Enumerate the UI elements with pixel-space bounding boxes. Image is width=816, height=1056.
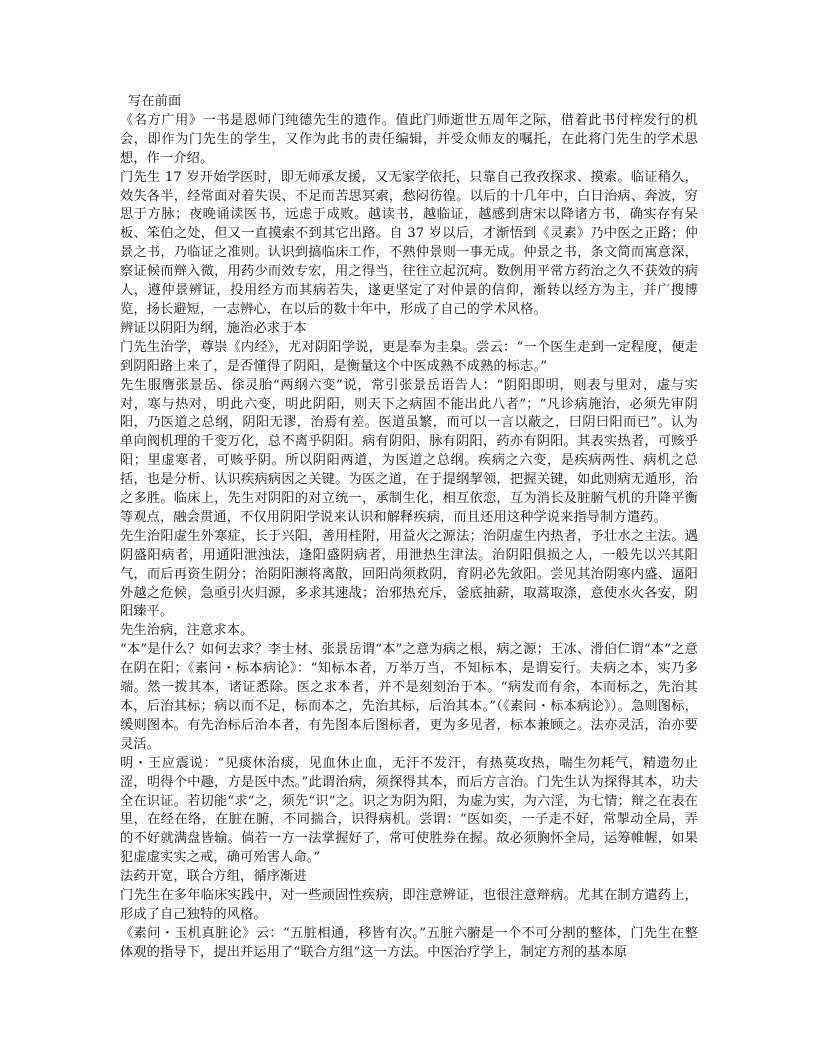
paragraph-biography: 门先生 17 岁开始学医时，即无师承友援，又无家学依托，只靠自己孜孜探求、摸索。临证稍久，效失各半，经常面对着失误、不足而苦思冥索，愁闷彷徨。以后的十几年中，白日治病、奔波，穷思于方脉；夜晚诵读医书，远虑于成败。越读书，越临证，越感到唐宋以降诸方书，确实存有呆板、笨伯之处，但又一直摸索不到其它出路。自 37 岁以后，才渐悟到《灵素》乃中医之正路；仲景之书，乃临证之准则。认识到搞临床工作，不熟仲景则一事无成。仲景之书，条文简而寓意深，察证候而辩入微，用药少而效专宏，用之得当，往往立起沉疴。数例用平常方药治之久不获效的病人，遵仲景辨证，投用经方而其病若失，遂更坚定了对仲景的信仰，渐转以经方为主，并广搜博览，扬长避短，一志辨心，在以后的数十年中，形成了自己的学术风格。 bbox=[120, 169, 698, 317]
paragraph-suwen-yuji: 《素问・玉机真脏论》云：“五脏相通，移皆有次。”五脏六腑是一个不可分割的整体，门先生在整体观的指导下，提出并运用了“联合方组”这一方法。中医治疗学上，制定方剂的基本原 bbox=[120, 925, 698, 960]
document-page bbox=[120, 93, 698, 963]
section-heading-seek-root: 先生治病，注意求本。 bbox=[120, 623, 254, 639]
paragraph-intro: 《名方广用》一书是恩师门纯德先生的遗作。值此门师逝世五周年之际，借着此书付梓发行的机会，即作为门先生的学生，又作为此书的责任编辑，并受众师友的嘱托，在此将门先生的学术思想，作一介绍。 bbox=[120, 112, 698, 166]
section-heading-preface: 写在前面 bbox=[128, 94, 182, 109]
paragraph-yang-deficiency: 先生治阳虚生外寒症，长于兴阳，善用桂附，用益火之源法；治阴虚生内热者，予壮水之主法。遇阴盛阳病者，用通阳泄浊法，逢阳盛阴病者，用泄热生津法。治阴阳俱损之人，一般先以兴其阳气，而后再资生阴分；治阴阳濒将离散，回阳尚须救阴，育阴必先敛阳。尝见其治阴寒内盛、逼阳外越之危候，急亟引火归源，多求其速战；治邪热充斥，釜底抽薪，取蒿取涤，意使水火各安，阴阳臻平。 bbox=[120, 528, 698, 620]
section-heading-combined-formula: 法药开宽，联合方组，循序渐进 bbox=[120, 869, 307, 885]
paragraph-two-principles: 先生服膺张景岳、徐灵胎“两纲六变”说，常引张景岳语告人：“阴阳即明，则表与里对，虚与实对，寒与热对，明此六变，明此阴阳，则天下之病固不能出此八者”；“凡诊病施治，必须先审阴阳，乃医道之总纲，阴阳无谬，治焉有差。医道虽繁，而可以一言以蔽之，曰阴曰阳而已”。认为单向阀机理的千变万化，总不离乎阴阳。病有阴阳，脉有阴阳，药亦有阴阳。其表实热者，可赅乎阳；里虚寒者，可赅乎阴。所以阴阳两道，为医道之总纲。疾病之六变，是疾病两性、病机之总括，也是分析、认识疾病病因之关键。为医之道，在于提纲挈领，把握关键，如此则病无遁形，治之多胜。临床上，先生对阴阳的对立统一，承制生化，相互依恋，互为消长及脏腑气机的升降平衡等观点，融会贯通，不仅用阴阳学说来认识和解释疾病，而且还用这种学说来指导制方遣药。 bbox=[120, 377, 698, 525]
paragraph-neijing: 门先生治学，尊崇《内经》，尤对阴阳学说，更是奉为圭臬。尝云：“一个医生走到一定程度，便走到阴阳路上来了，是否懂得了阴阳，是衡量这个中医成熟不成熟的标志。” bbox=[120, 339, 698, 374]
section-heading-yin-yang: 辨证以阴阳为纲，施治必求于本 bbox=[120, 320, 307, 336]
paragraph-what-is-root: “本”是什么？如何去求？李士材、张景岳谓“本”之意为病之根，病之源；王冰、滑伯仁谓“本”之意在阴在阳；《素问・标本病论》：“知标本者，万举万当，不知标本，是谓妄行。夫病之本，实乃多端。然一拨其本，诸证悉除。医之求本者，并不是刻刻治于本。“病发而有余，本而标之，先治其本，后治其标；病以而不足，标而本之，先治其标，后治其本。”（《素问・标本病论》）。急则图标，缓则图本。有先治标后治本者，有先图本后图标者，更为多见者，标本兼顾之。法亦灵活，治亦要灵活。 bbox=[120, 642, 698, 752]
paragraph-clinical-practice: 门先生在多年临床实践中，对一些顽固性疾病，即注意辨证，也很注意辩病。尤其在制方遣药上，形成了自己独特的风格。 bbox=[120, 888, 698, 922]
paragraph-wang-yingzhen: 明・王应震说：“见痰休治痰，见血休止血，无汗不发汗，有热莫攻热，喘生勿耗气，精遗勿止涩，明得个中趣，方是医中杰。”此谓治病，须探得其本，而后方言治。门先生认为探得其本，功夫全在识证。若切能“求”之，须先“识”之。识之为阴为阳，为虚为实，为六淫，为七情；辩之在表在里，在经在络，在脏在腑，不同揣合，识得病机。尝谓：“医如奕，一子走不好，常掣动全局，弄的不好就满盘皆输。倘若一方一法掌握好了，常可使胜券在握。故必须胸怀全局，运筹帷幄，如果犯虚虚实实之戒，确可殆害人命。” bbox=[120, 755, 698, 866]
